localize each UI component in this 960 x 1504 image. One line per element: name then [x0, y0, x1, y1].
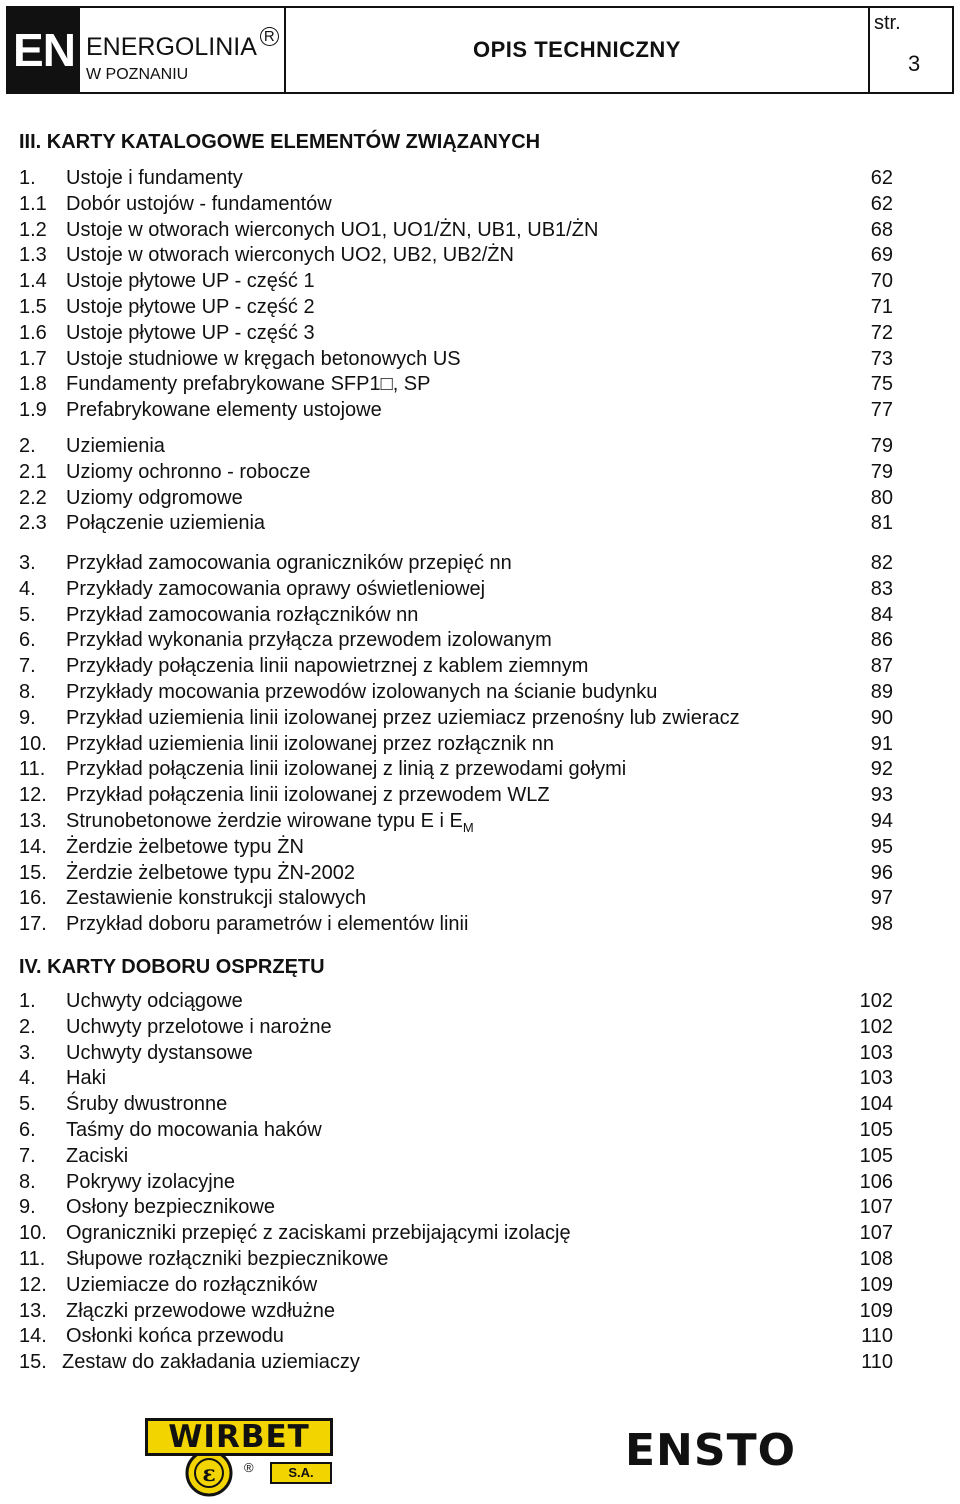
toc-entry: [0, 912, 960, 937]
toc-entry-title: Uziomy ochronno - robocze: [66, 460, 311, 483]
toc-entry-title: Przykład doboru parametrów i elementów linii: [66, 913, 469, 936]
toc-entry-page: 104: [859, 1093, 893, 1116]
toc-entry: [0, 1299, 960, 1324]
toc-entry-page: 96: [870, 861, 893, 884]
toc-entry-page: 102: [859, 990, 893, 1012]
toc-entry-page: 91: [870, 732, 893, 755]
toc-entry: [0, 192, 960, 217]
document-header: [6, 6, 954, 94]
toc-entry: [0, 460, 960, 485]
toc-entry: [0, 1144, 960, 1169]
toc-entry-title: Uchwyty przelotowe i narożne: [66, 1015, 332, 1038]
toc-entry-title: Uziemiacze do rozłączników: [66, 1273, 318, 1296]
toc-entry-title: Przykład połączenia linii izolowanej z linią z przewodami gołymi: [66, 758, 627, 781]
toc-entry-title: Zaciski: [66, 1144, 129, 1167]
toc-entry-number: 1.9: [19, 399, 47, 422]
section-heading: III. KARTY KATALOGOWE ELEMENTÓW ZWIĄZANYCH: [19, 131, 541, 153]
toc-entry-number: 5.: [19, 603, 36, 626]
toc-entry: [0, 1350, 960, 1375]
toc-entry: [0, 218, 960, 243]
toc-entry: [0, 1221, 960, 1246]
toc-entry-number: 13.: [19, 1299, 47, 1322]
toc-entry-number: 6.: [19, 1119, 36, 1141]
toc-entry-page: 92: [870, 758, 893, 781]
toc-entry-title: Przykład uziemienia linii izolowanej przez uziemiacz przenośny lub zwieracz: [66, 706, 740, 729]
toc-entry-title: Przykład połączenia linii izolowanej z przewodem WLZ: [66, 784, 550, 807]
toc-entry-page: 97: [870, 887, 893, 910]
toc-entry-page: 107: [859, 1196, 893, 1219]
toc-entry-title: Śruby dwustronne: [66, 1093, 228, 1116]
toc-entry: [0, 783, 960, 808]
toc-entry-number: 9.: [19, 706, 36, 729]
toc-entry-title: Żerdzie żelbetowe typu ŻN-2002: [66, 861, 356, 884]
toc-entry-number: 14.: [19, 1325, 47, 1348]
energolinia-logo: EN: [8, 8, 80, 92]
toc-entry-page: 105: [859, 1119, 893, 1141]
toc-entry-title: Ustoje w otworach wierconych UO1, UO1/ŻN, UB1, UB1/ŻN: [66, 218, 599, 241]
toc-entry-page: 80: [870, 486, 893, 509]
toc-entry: [0, 809, 960, 834]
toc-entry-title: Fundamenty prefabrykowane SFP1□, SP: [66, 373, 431, 396]
toc-entry-title: Połączenie uziemienia: [66, 512, 266, 535]
toc-entry-title: Uziemienia: [66, 435, 165, 457]
company-city: W POZNANIU: [86, 66, 189, 83]
toc-entry-number: 1.7: [19, 347, 47, 370]
wirbet-registered-mark: ®: [244, 1460, 254, 1475]
toc-entry: [0, 166, 960, 191]
toc-entry-page: 106: [859, 1170, 893, 1193]
toc-entry-number: 4.: [19, 1067, 36, 1090]
toc-entry-title: Przykłady zamocowania oprawy oświetleniowej: [66, 577, 486, 600]
toc-entry-number: 7.: [19, 655, 36, 678]
toc-entry: [0, 577, 960, 602]
toc-entry: [0, 347, 960, 372]
toc-entry: [0, 398, 960, 423]
toc-entry-title: Taśmy do mocowania haków: [66, 1119, 322, 1141]
toc-entry: [0, 486, 960, 511]
toc-entry-title: Ustoje i fundamenty: [66, 167, 243, 189]
toc-entry: [0, 1273, 960, 1298]
toc-entry-number: 2.1: [19, 460, 47, 483]
company-block: [86, 22, 276, 84]
wirbet-wordmark: WIRBET: [145, 1418, 333, 1456]
toc-entry: [0, 757, 960, 782]
toc-entry: [0, 1118, 960, 1143]
registered-mark: R: [260, 27, 279, 46]
toc-entry-number: 2.3: [19, 512, 47, 535]
toc-entry-number: 11.: [19, 1248, 46, 1270]
toc-entry-title: Haki: [66, 1067, 107, 1090]
toc-entry: [0, 989, 960, 1014]
toc-entry: [0, 1247, 960, 1272]
toc-entry-page: 107: [859, 1222, 893, 1245]
toc-entry: [0, 269, 960, 294]
toc-entry-page: 103: [859, 1041, 893, 1064]
toc-entry: [0, 1015, 960, 1040]
toc-entry-number: 7.: [19, 1144, 36, 1167]
toc-entry: [0, 551, 960, 576]
toc-entry: [0, 243, 960, 268]
toc-entry-number: 3.: [19, 1041, 36, 1064]
toc-entry-subscript: M: [462, 820, 474, 835]
toc-entry-title: Przykłady połączenia linii napowietrznej z kablem ziemnym: [66, 655, 589, 678]
toc-entry-number: 1.2: [19, 218, 47, 241]
toc-entry-page: 68: [870, 218, 893, 241]
toc-entry-title: Osłony bezpiecznikowe: [66, 1196, 275, 1219]
toc-entry: [0, 1066, 960, 1091]
toc-entry-number: 9.: [19, 1196, 36, 1219]
toc-entry-number: 5.: [19, 1093, 36, 1116]
toc-entry: [0, 321, 960, 346]
toc-entry-title: Żerdzie żelbetowe typu ŻN: [66, 835, 304, 858]
toc-entry-number: 6.: [19, 629, 36, 652]
toc-entry: [0, 654, 960, 679]
section-heading: IV. KARTY DOBORU OSPRZĘTU: [19, 956, 325, 978]
toc-entry-title: Ustoje płytowe UP - część 3: [66, 321, 315, 344]
toc-entry-number: 2.2: [19, 486, 47, 509]
toc-entry-page: 105: [859, 1144, 893, 1167]
toc-entry-title: Ustoje w otworach wierconych UO2, UB2, UB2/ŻN: [66, 244, 514, 267]
toc-entry: [0, 1092, 960, 1117]
toc-entry-page: 73: [870, 347, 893, 370]
toc-entry-number: 10.: [19, 732, 47, 755]
toc-entry-title: Złączki przewodowe wzdłużne: [66, 1299, 336, 1322]
toc-entry-page: 95: [870, 835, 893, 858]
toc-entry-page: 75: [870, 373, 893, 396]
toc-entry-number: 12.: [19, 784, 47, 807]
toc-entry: [0, 706, 960, 731]
toc-entry-title: Przykłady mocowania przewodów izolowanych na ścianie budynku: [66, 681, 658, 703]
toc-entry-number: 15.: [19, 861, 47, 884]
toc-entry-page: 110: [861, 1325, 893, 1348]
toc-entry-number: 3.: [19, 552, 36, 574]
toc-entry-number: 8.: [19, 1170, 36, 1193]
toc-entry-number: 13.: [19, 810, 47, 832]
toc-entry-page: 94: [870, 810, 893, 832]
toc-entry-number: 1.: [19, 990, 36, 1012]
toc-entry-page: 62: [870, 192, 893, 215]
toc-entry-page: 79: [870, 460, 893, 483]
ensto-logo: ENSTO: [625, 1425, 796, 1476]
toc-entry-title: Zestaw do zakładania uziemiaczy: [62, 1351, 360, 1374]
toc-entry: [0, 861, 960, 886]
toc-entry-number: 8.: [19, 681, 36, 703]
header-divider: [868, 8, 870, 92]
toc-entry: [0, 628, 960, 653]
toc-entry-number: 11.: [19, 758, 46, 781]
toc-entry: [0, 732, 960, 757]
toc-entry-number: 1.6: [19, 321, 47, 344]
toc-entry-title: Ustoje płytowe UP - część 2: [66, 296, 315, 318]
toc-entry-page: 79: [870, 435, 893, 457]
toc-entry-title: Uchwyty dystansowe: [66, 1041, 253, 1064]
toc-entry-number: 1.1: [19, 192, 47, 215]
toc-entry: [0, 434, 960, 459]
page-label: str.: [874, 12, 901, 34]
toc-entry-title: Uchwyty odciągowe: [66, 990, 243, 1012]
toc-entry-title: Osłonki końca przewodu: [66, 1325, 284, 1348]
toc-entry-number: 1.3: [19, 244, 47, 267]
toc-entry-page: 83: [870, 577, 893, 600]
toc-entry-title: Strunobetonowe żerdzie wirowane typu E i $E_M$: [66, 810, 474, 835]
toc-entry-page: 110: [861, 1351, 893, 1374]
toc-entry-number: 4.: [19, 577, 36, 600]
toc-entry-number: 16.: [19, 887, 47, 910]
toc-entry-page: 89: [870, 681, 893, 703]
toc-entry-page: 98: [870, 913, 893, 936]
toc-entry-number: 15.: [19, 1351, 47, 1374]
toc-entry-title: Ustoje płytowe UP - część 1: [66, 270, 315, 293]
toc-entry-page: 86: [870, 629, 893, 652]
toc-entry-page: 62: [870, 167, 893, 189]
toc-entry-page: 84: [870, 603, 893, 626]
toc-entry-page: 93: [870, 784, 893, 807]
toc-entry: [0, 1324, 960, 1349]
toc-entry-page: 87: [870, 655, 893, 678]
wirbet-logo: [142, 1408, 342, 1498]
toc-entry-title: Słupowe rozłączniki bezpiecznikowe: [66, 1248, 389, 1270]
toc-entry: [0, 1041, 960, 1066]
toc-entry: [0, 603, 960, 628]
toc-entry-page: 103: [859, 1067, 893, 1090]
document-title: OPIS TECHNICZNY: [473, 37, 681, 62]
toc-entry-title: Przykład uziemienia linii izolowanej przez rozłącznik nn: [66, 732, 554, 755]
toc-entry-page: 77: [870, 399, 893, 422]
wirbet-sa-label: S.A.: [270, 1462, 332, 1484]
toc-entry-title: Uziomy odgromowe: [66, 486, 243, 509]
svg-text:ε: ε: [202, 1461, 216, 1487]
toc-entry-number: 2.: [19, 1015, 36, 1038]
toc-entry: [0, 511, 960, 536]
toc-entry-title: Dobór ustojów - fundamentów: [66, 192, 332, 215]
toc-entry-page: 109: [859, 1299, 893, 1322]
toc-entry-number: 10.: [19, 1222, 47, 1245]
toc-entry-title: Ograniczniki przepięć z zaciskami przebijającymi izolację: [66, 1222, 571, 1245]
toc-entry-page: 70: [870, 270, 893, 293]
toc-entry: [0, 680, 960, 705]
toc-entry-page: 108: [859, 1248, 893, 1270]
toc-entry-number: 17.: [19, 913, 47, 936]
toc-entry-title: Przykład wykonania przyłącza przewodem izolowanym: [66, 629, 552, 652]
toc-entry-number: 1.5: [19, 296, 47, 318]
page-number: 3: [908, 51, 921, 76]
toc-entry-title: Przykład zamocowania rozłączników nn: [66, 603, 419, 626]
toc-entry-number: 1.8: [19, 373, 47, 396]
toc-entry-number: 2.: [19, 435, 36, 457]
toc-entry-number: 1.4: [19, 270, 47, 293]
toc-entry-title: Przykład zamocowania ograniczników przepięć nn: [66, 552, 512, 574]
toc-entry-page: 69: [870, 244, 893, 267]
toc-entry-page: 81: [870, 512, 893, 535]
toc-entry-title: Zestawienie konstrukcji stalowych: [66, 887, 367, 910]
toc-entry: [0, 1195, 960, 1220]
toc-entry-number: 12.: [19, 1273, 47, 1296]
toc-entry-title: Pokrywy izolacyjne: [66, 1170, 235, 1193]
toc-entry-page: 109: [859, 1273, 893, 1296]
toc-entry-number: 1.: [19, 167, 36, 189]
toc-entry: [0, 295, 960, 320]
toc-entry-page: 82: [870, 552, 893, 574]
toc-entry: [0, 372, 960, 397]
toc-entry-page: 72: [870, 321, 893, 344]
toc-entry-page: 102: [859, 1015, 893, 1038]
company-name: ENERGOLINIA $^R$: [86, 22, 276, 62]
toc-entry-page: 90: [870, 706, 893, 729]
toc-entry: [0, 886, 960, 911]
toc-entry: [0, 1170, 960, 1195]
toc-entry-title: Ustoje studniowe w kręgach betonowych US: [66, 347, 461, 370]
toc-entry-number: 14.: [19, 835, 47, 858]
toc-entry: [0, 835, 960, 860]
toc-entry-page: 71: [870, 296, 893, 318]
toc-entry-title: Prefabrykowane elementy ustojowe: [66, 399, 382, 422]
